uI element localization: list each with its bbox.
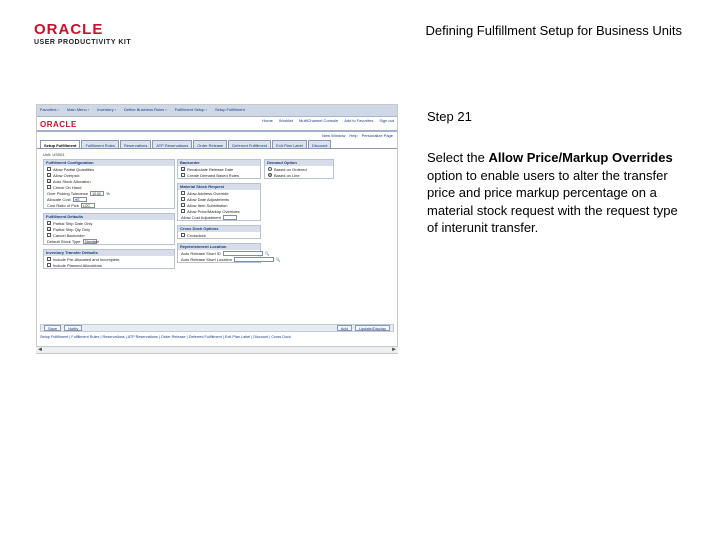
header-link-home[interactable]: Home (262, 118, 273, 123)
field-row-cost-ratio-of-pick (44, 202, 174, 208)
input-cost-ratio-of-pick[interactable]: LOC (81, 203, 95, 208)
page-toolbar (37, 132, 397, 140)
field-label: Create Demand Based Rules (187, 172, 240, 178)
panel-heading: Fulfillment Configuration (44, 160, 174, 166)
input-auto-release-short-id[interactable] (223, 251, 263, 256)
middle-column (177, 159, 281, 267)
field-label: Check On Hand (53, 184, 82, 190)
panel-fulfillment-defaults (43, 213, 175, 245)
checkbox-cancel-backorder[interactable] (47, 233, 51, 237)
scroll-left-icon[interactable]: ◄ (37, 347, 43, 353)
field-label: Crossdock (187, 232, 206, 238)
toolbar-link-personalize-page[interactable]: Personalize Page (361, 133, 393, 138)
field-suffix: % (106, 190, 110, 196)
checkbox-partial-ship-qty-only[interactable]: ✓ (48, 227, 52, 232)
checkbox-allow-address-override[interactable] (181, 191, 185, 195)
breadcrumb (40, 107, 245, 112)
field-label: Allow Partial Quantities (53, 166, 95, 172)
field-label: Include Planned Allocations (53, 262, 102, 268)
field-row-auto-release-short-id (178, 250, 270, 256)
field-label: Allocate Cost (47, 196, 71, 202)
field-row-default-stock-type (44, 238, 174, 244)
scroll-right-icon[interactable]: ► (391, 347, 397, 353)
header-link-add-to-favorites[interactable]: Add to Favorites (344, 118, 374, 123)
field-row-create-demand-based-rules (178, 172, 260, 178)
button-update-display[interactable]: Update/Display (355, 325, 390, 331)
step-text-after: option to enable users to alter the transfer price and price markup percentage on a material stock request with the request type of interunit transfer. (427, 167, 678, 235)
logo-brand: ORACLE (34, 21, 104, 38)
panel-heading: Replenishment Location (178, 244, 260, 250)
input-allocate-cost[interactable]: HS (73, 197, 87, 202)
checkbox-allow-overpick[interactable]: ✓ (48, 173, 52, 178)
breadcrumb-item-inventory[interactable]: Inventory › (97, 107, 117, 112)
checkbox-allow-date-adjustments[interactable] (181, 197, 185, 201)
lookup-icon[interactable]: 🔍 (275, 256, 281, 262)
field-label: Partial Ship Qty Only (53, 226, 91, 232)
checkbox-allow-item-substitution[interactable] (181, 203, 185, 207)
tab-order-release[interactable]: Order Release (193, 140, 227, 148)
field-label: Based on Ordered (274, 166, 307, 172)
panel-heading: Demand Option (265, 160, 333, 166)
slide-title: Defining Fulfillment Setup for Business Units (425, 23, 682, 38)
logo-subtitle: USER PRODUCTIVITY KIT (34, 39, 132, 46)
field-label: Over Picking Tolerance (47, 190, 89, 196)
horizontal-scrollbar[interactable] (36, 346, 398, 354)
field-label: Allow Price/Markup Overrides (187, 208, 240, 214)
field-label: Allow Cost Adjustment (181, 214, 221, 220)
breadcrumb-item-setup-fulfillment[interactable]: Setup Fulfillment (214, 107, 245, 112)
tab-exit-plan-label[interactable]: Exit Plan Label (272, 140, 307, 148)
input-auto-release-short-location[interactable] (234, 257, 274, 262)
header-links (262, 118, 394, 123)
header-link-sign-out[interactable]: Sign out (379, 118, 394, 123)
checkbox-recalculate-release-date[interactable]: ✓ (182, 167, 186, 172)
panel-heading: Cross Dock Options (178, 226, 260, 232)
checkbox-allow-price-markup-overrides[interactable] (181, 209, 185, 213)
button-notify[interactable]: Notify (64, 325, 82, 331)
panel-fulfillment-configuration (43, 159, 175, 209)
header-link-multichannel-console[interactable]: MultiChannel Console (299, 118, 339, 123)
panel-heading: Fulfillment Defaults (44, 214, 174, 220)
field-row-based-on-line (265, 172, 333, 178)
panel-inventory-transfer-defaults (43, 249, 175, 269)
tab-deferred-fulfillment[interactable]: Deferred Fulfillment (228, 140, 271, 148)
field-label: Allow Item Substitution (187, 202, 228, 208)
field-label: Auto Stock Allocation (53, 178, 91, 184)
checkbox-check-on-hand[interactable] (47, 185, 51, 189)
right-column (264, 159, 334, 183)
left-buttons (44, 325, 82, 331)
step-text-bold: Allow Price/Markup Overrides (488, 150, 673, 165)
app-header (37, 117, 397, 132)
tab-reservations[interactable]: Reservations (120, 140, 151, 148)
breadcrumb-item-main-menu[interactable]: Main Menu › (66, 107, 90, 112)
panel-heading: Inventory Transfer Defaults (44, 250, 174, 256)
breadcrumb-item-define-business-rules[interactable]: Define Business Rules › (124, 107, 167, 112)
field-label: Default Stock Type (47, 238, 81, 244)
button-add[interactable]: Add (337, 325, 352, 331)
input-over-picking-tolerance[interactable]: 10.00 (90, 191, 104, 196)
panel-material-stock-request (177, 183, 261, 221)
field-label: Cost Ratio of Pick (47, 202, 79, 208)
checkbox-create-demand-based-rules[interactable] (181, 173, 185, 177)
checkbox-allow-partial-quantities[interactable] (47, 167, 51, 171)
step-instructions (427, 149, 687, 237)
app-screenshot (36, 104, 398, 354)
app-logo: ORACLE (40, 120, 77, 129)
footer-links[interactable]: Setup Fulfillment | Fulfillment Rules | Reservations | ATP Reservations | Order Release | Deferred Fulfillment | Exit Plan Label | Discount | Cross Dock (40, 335, 291, 339)
field-label: Allow Address Override (187, 190, 229, 196)
tab-atp-reservations[interactable]: ATP Reservations (152, 140, 192, 148)
breadcrumb-bar (37, 105, 397, 117)
right-buttons (337, 325, 390, 331)
business-unit-label: Unit: US001 (43, 152, 65, 157)
panel-cross-dock-options (177, 225, 261, 239)
field-label: Allow Date Adjustments (187, 196, 230, 202)
field-row-include-planned-allocations (44, 262, 174, 268)
button-save[interactable]: Save (44, 325, 61, 331)
step-title: Step 21 (427, 109, 472, 124)
field-label: Allow Overpick (53, 172, 80, 178)
field-label: Partial Ship Date Only (53, 220, 93, 226)
panel-heading: Material Stock Request (178, 184, 260, 190)
header-link-worklist[interactable]: Worklist (278, 118, 294, 123)
step-text-before: Select the (427, 150, 489, 165)
panel-backorder (177, 159, 261, 179)
toolbar-link-new-window[interactable]: New Window (322, 133, 346, 138)
form-content (37, 149, 397, 344)
radio-based-on-line[interactable] (268, 173, 272, 177)
toolbar-link-help[interactable]: Help (349, 133, 358, 138)
checkbox-include-planned-allocations[interactable] (47, 263, 51, 267)
oracle-upk-logo (34, 22, 154, 50)
left-column (43, 159, 175, 273)
radio-based-on-ordered[interactable] (268, 167, 272, 171)
checkbox-crossdock[interactable] (181, 233, 185, 237)
checkbox-partial-ship-date-only[interactable]: ✓ (48, 221, 52, 226)
tab-setup-fulfillment[interactable]: Setup Fulfillment (40, 140, 80, 148)
field-label: Auto Release Short Location (181, 256, 232, 262)
tab-discount[interactable]: Discount (308, 140, 332, 148)
field-row-allow-cost-adjustment (178, 214, 260, 220)
checkbox-auto-stock-allocation[interactable]: ✓ (48, 179, 52, 184)
input-allow-cost-adjustment[interactable] (223, 215, 237, 220)
panel-demand-option (264, 159, 334, 179)
breadcrumb-item-favorites[interactable]: Favorites › (40, 107, 59, 112)
field-label: Based on Line (274, 172, 300, 178)
lookup-icon[interactable]: 🔍 (264, 250, 270, 256)
breadcrumb-item-fulfillment-setup[interactable]: Fulfillment Setup › (174, 107, 207, 112)
input-default-stock-type[interactable]: Standard (84, 239, 99, 244)
field-row-auto-release-short-location (178, 256, 281, 262)
panel-replenishment-location (177, 243, 281, 263)
field-label: Include Pre-Allocated and Incomplete (53, 256, 120, 262)
page-tabs (37, 140, 397, 149)
field-label: Cancel Backorder (53, 232, 85, 238)
field-row-crossdock (178, 232, 260, 238)
tab-fulfillment-rules[interactable]: Fulfillment Rules (81, 140, 119, 148)
toolbar-links (322, 133, 393, 138)
field-label: Recalculate Release Date (187, 166, 234, 172)
field-label: Auto Release Short ID (181, 250, 221, 256)
checkbox-include-pre-allocated-and-incomplete[interactable] (47, 257, 51, 261)
panel-heading: Backorder (178, 160, 260, 166)
button-bar (40, 324, 394, 332)
